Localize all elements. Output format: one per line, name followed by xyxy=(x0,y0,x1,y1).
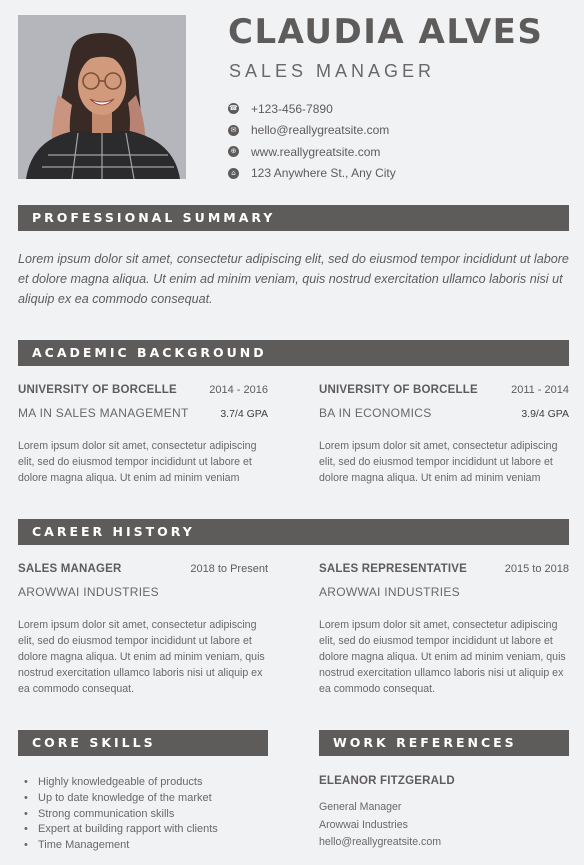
reference-company: Arowwai Industries xyxy=(319,818,408,831)
portrait-illustration xyxy=(18,15,186,179)
education-entry xyxy=(18,384,268,486)
skill-item: • Highly knowledgeable of products xyxy=(24,775,218,791)
section-header-references: WORK REFERENCES xyxy=(319,730,569,756)
phone-icon: ☎ xyxy=(229,104,238,113)
skill-item: • Expert at building rapport with clients xyxy=(24,822,218,838)
career-period: 2015 to 2018 xyxy=(504,563,569,575)
candidate-name: CLAUDIA ALVES xyxy=(228,12,544,52)
education-years: 2014 - 2016 xyxy=(209,384,268,396)
reference-email: hello@reallygreatsite.com xyxy=(319,836,442,848)
education-entry xyxy=(319,384,569,486)
career-entry xyxy=(319,563,569,697)
section-header-skills: CORE SKILLS xyxy=(18,730,268,756)
contact-address-value: 123 Anywhere St., Any City xyxy=(251,166,396,181)
education-gpa: 3.7/4 GPA xyxy=(220,408,268,420)
career-entry xyxy=(18,563,268,697)
career-role: SALES MANAGER xyxy=(18,563,122,575)
education-degree: MA IN SALES MANAGEMENT xyxy=(18,406,189,420)
contact-website-value: www.reallygreatsite.com xyxy=(251,144,381,159)
section-header-academic: ACADEMIC BACKGROUND xyxy=(18,340,569,366)
contact-address xyxy=(228,163,396,185)
globe-icon: ⊕ xyxy=(228,146,239,157)
education-description: Lorem ipsum dolor sit amet, consectetur adipiscing elit, sed do eiusmod tempor incididunt ut labore et dolore magna aliqua. Ut enim ad minim veniam xyxy=(319,440,558,484)
reference-entry xyxy=(319,775,569,852)
email-icon: ✉ xyxy=(228,125,239,136)
education-school: UNIVERSITY OF BORCELLE xyxy=(319,384,478,396)
contact-list xyxy=(228,98,396,184)
contact-website xyxy=(228,141,396,163)
skill-item: • Strong communication skills xyxy=(24,807,218,823)
summary-text: Lorem ipsum dolor sit amet, consectetur adipiscing elit, sed do eiusmod tempor incididunt ut labore et dolore magna aliqua. Ut enim ad minim veniam, quis nostrud exercitation ullamco laboris nisi ut aliquip ex ea commodo consequat. xyxy=(18,252,569,306)
skill-item: • Up to date knowledge of the market xyxy=(24,791,218,807)
profile-photo xyxy=(18,15,186,179)
education-years: 2011 - 2014 xyxy=(511,384,569,396)
career-description: Lorem ipsum dolor sit amet, consectetur adipiscing elit, sed do eiusmod tempor incididunt ut labore et dolore magna aliqua. Ut enim ad minim veniam, quis nostrud exercitation ullamco laboris nisi ut aliquip ex ea commodo consequat. xyxy=(319,619,566,695)
career-period: 2018 to Present xyxy=(190,563,268,575)
education-degree: BA IN ECONOMICS xyxy=(319,406,432,420)
career-role: SALES REPRESENTATIVE xyxy=(319,563,467,575)
section-header-summary: PROFESSIONAL SUMMARY xyxy=(18,205,569,231)
reference-name: ELEANOR FITZGERALD xyxy=(319,775,455,787)
contact-phone-value: +123-456-7890 xyxy=(251,101,333,116)
skill-item: • Time Management xyxy=(24,838,218,854)
career-description: Lorem ipsum dolor sit amet, consectetur adipiscing elit, sed do eiusmod tempor incididunt ut labore et dolore magna aliqua. Ut enim ad minim veniam, quis nostrud exercitation ullamco laboris nisi ut aliquip ex ea commodo consequat. xyxy=(18,619,265,695)
contact-phone xyxy=(228,98,396,120)
education-gpa: 3.9/4 GPA xyxy=(521,408,569,420)
education-description: Lorem ipsum dolor sit amet, consectetur adipiscing elit, sed do eiusmod tempor incididunt ut labore et dolore magna aliqua. Ut enim ad minim veniam xyxy=(18,440,257,484)
career-company: AROWWAI INDUSTRIES xyxy=(18,585,159,599)
career-company: AROWWAI INDUSTRIES xyxy=(319,585,460,599)
section-header-career: CAREER HISTORY xyxy=(18,519,569,545)
home-icon: ⌂ xyxy=(228,168,239,179)
job-title: SALES MANAGER xyxy=(229,61,436,81)
skills-list xyxy=(24,775,218,854)
education-school: UNIVERSITY OF BORCELLE xyxy=(18,384,177,396)
contact-email xyxy=(228,120,396,142)
contact-email-value: hello@reallygreatsite.com xyxy=(251,123,390,138)
reference-position: General Manager xyxy=(319,801,402,813)
